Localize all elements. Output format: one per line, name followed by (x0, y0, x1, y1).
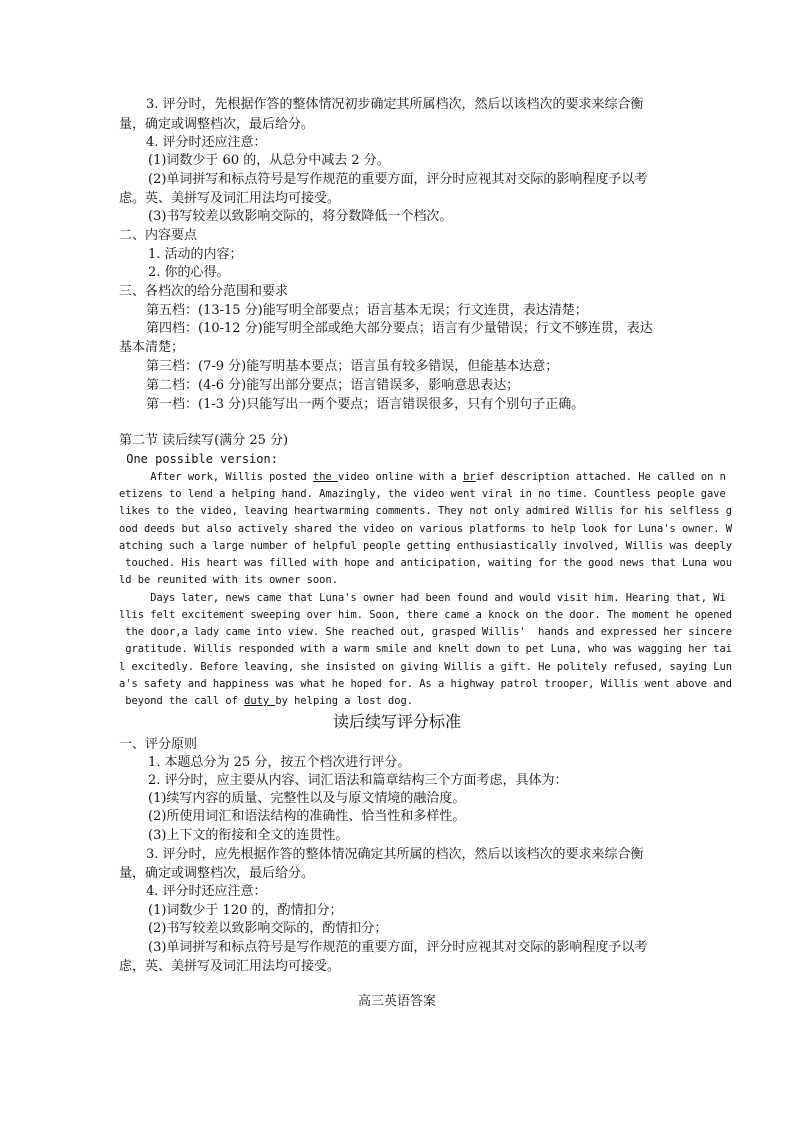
scoring-rule-4-3-line-1: (3)单词拼写和标点符号是写作规范的重要方面，评分时应视其对交际的影响程度予以考 (148, 940, 648, 955)
grade-2: 第二档：(4-6 分)能写出部分要点；语言错误多，影响意思表达； (146, 378, 520, 393)
scoring-rule-3-line-1: 3. 评分时，应先根据作答的整体情况确定其所属的档次，然后以该档次的要求来综合衡 (146, 847, 644, 862)
rule-4-1: (1)词数少于 60 的，从总分中减去 2 分。 (148, 153, 390, 168)
scoring-rule-2: 2. 评分时，应主要从内容、词汇语法和篇章结构三个方面考虑，具体为： (148, 773, 568, 788)
page-footer: 高三英语答案 (357, 994, 436, 1009)
scoring-heading: 读后续写评分标准 (332, 712, 461, 731)
essay-p1-line-4: ood deeds but also actively shared the video on various platforms to help look for Luna's owner. W (119, 523, 733, 535)
essay-p2-line-6: a's safety and happiness was what he hoped for. As a highway patrol trooper, Willis went above and (119, 678, 733, 690)
scoring-rule-2-2: (2)所使用词汇和语法结构的准确性、恰当性和多样性。 (148, 809, 466, 824)
essay-p1-line-2: etizens to lend a helping hand. Amazingly, the video went viral in no time. Countless people gave (119, 488, 726, 500)
grade-3: 第三档：(7-9 分)能写明基本要点；语言虽有较多错误，但能基本达意； (146, 359, 559, 374)
scoring-rule-4-1: (1)词数少于 120 的，酌情扣分； (148, 903, 343, 918)
essay-p2-line-5: l excitedly. Before leaving, she insisted on giving Willis a gift. He politely refused, saying Lun (119, 661, 733, 673)
scoring-rule-3-line-2: 量，确定或调整档次，最后给分。 (119, 866, 315, 881)
content-points-title: 二、内容要点 (119, 228, 198, 243)
scoring-rule-2-1: (1)续写内容的质量、完整性以及与原文情境的融洽度。 (148, 791, 466, 806)
content-point-1: 1. 活动的内容； (148, 247, 243, 262)
essay-p1-line-5: atching such a large number of helpful people getting enthusiastically involved, Willis was deeply (119, 540, 733, 552)
essay-p2-line-3: the door,a lady came into view. She reached out, grasped Willis' hands and expressed her sincere (119, 626, 733, 638)
essay-p1-line-6: touched. His heart was filled with hope and anticipation, waiting for the good news that Luna wou (119, 557, 733, 569)
scoring-rule-1: 1. 本题总分为 25 分，按五个档次进行评分。 (148, 755, 411, 770)
essay-p2-line-7: beyond the call of duty by helping a lost dog. (119, 695, 414, 707)
essay-p2-line-2: llis felt excitement sweeping over him. Soon, there came a knock on the door. The moment he opened (119, 609, 733, 621)
rule-4: 4. 评分时还应注意： (146, 135, 267, 150)
grade-1: 第一档：(1-3 分)只能写出一两个要点；语言错误很多，只有个别句子正确。 (146, 397, 585, 412)
scoring-rule-4: 4. 评分时还应注意： (146, 884, 267, 899)
essay-p1-line-1: After work, Willis posted the video online with a brief description attached. He called on n (119, 471, 726, 483)
essay-p2-line-1: Days later, news came that Luna's owner had been found and would visit him. Hearing that, Wi (119, 592, 726, 604)
grade-4-line-2: 基本清楚； (119, 340, 185, 355)
essay-p1-line-3: likes to the video, leaving heartwarming comments. They not only admired Willis for his selfless g (119, 505, 733, 517)
rule-3-line-1: 3. 评分时，先根据作答的整体情况初步确定其所属档次，然后以该档次的要求来综合衡 (146, 97, 644, 112)
rule-4-2-line-1: (2)单词拼写和标点符号是写作规范的重要方面，评分时应视其对交际的影响程度予以考 (148, 172, 648, 187)
scoring-rule-4-3-line-2: 虑，英、美拼写及词汇用法均可接受。 (119, 959, 341, 974)
rule-4-3: (3)书写较差以致影响交际的，将分数降低一个档次。 (148, 209, 453, 224)
grade-5: 第五档：(13-15 分)能写明全部要点；语言基本无误；行文连贯，表达清楚； (146, 303, 588, 318)
rule-3-line-2: 量，确定或调整档次，最后给分。 (119, 117, 315, 132)
version-label: One possible version: (119, 452, 278, 466)
scoring-principles-title: 一、评分原则 (119, 737, 198, 752)
essay-p2-line-4: gratitude. Willis responded with a warm smile and knelt down to pet Luna, who was wagging her tai (119, 643, 733, 655)
grade-ranges-title: 三、各档次的给分范围和要求 (119, 284, 289, 299)
scoring-rule-2-3: (3)上下文的衔接和全文的连贯性。 (148, 828, 349, 843)
scoring-rule-4-2: (2)书写较差以致影响交际的，酌情扣分； (148, 921, 388, 936)
section-2-title: 第二节 读后续写(满分 25 分) (119, 433, 289, 448)
content-point-2: 2. 你的心得。 (148, 265, 230, 280)
essay-p1-line-7: ld be reunited with its owner soon. (119, 574, 338, 586)
rule-4-2-line-2: 虑。英、美拼写及词汇用法均可接受。 (119, 191, 341, 206)
grade-4-line-1: 第四档：(10-12 分)能写明全部或绝大部分要点；语言有少量错误；行文不够连贯，表达 (146, 321, 653, 336)
